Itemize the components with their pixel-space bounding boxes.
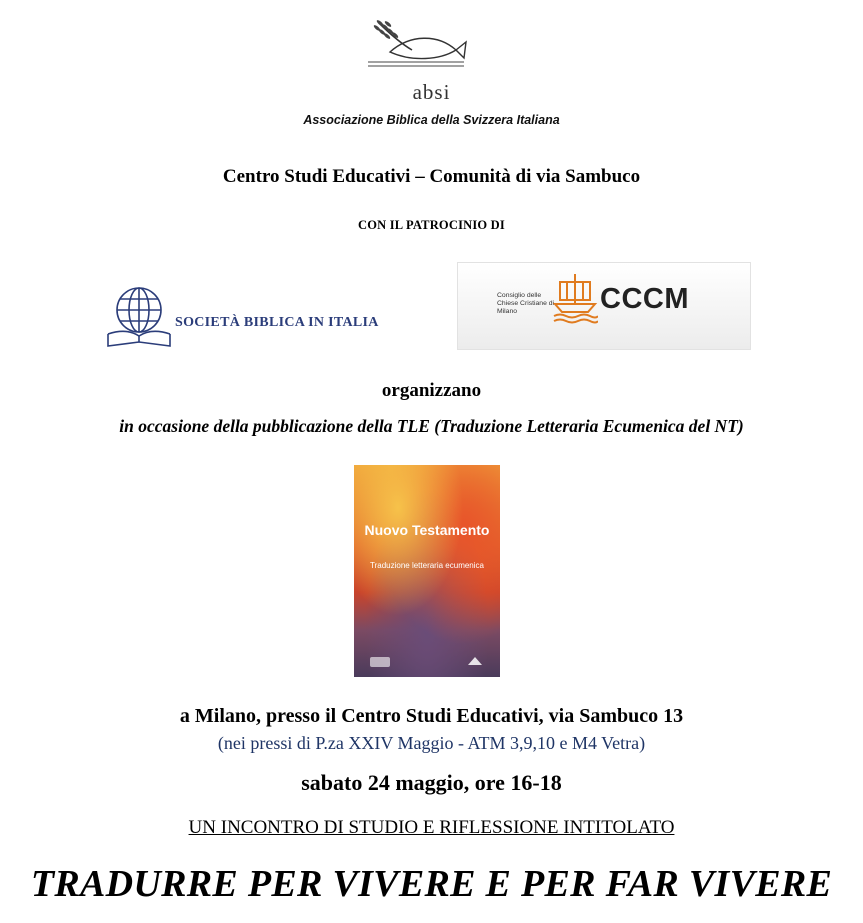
absi-logo-text: absi (412, 80, 451, 104)
event-datetime: sabato 24 maggio, ore 16-18 (301, 770, 562, 795)
organizer-name: Centro Studi Educativi – Comunità di via Sambuco (222, 166, 641, 187)
event-directions: (nei pressi di P.za XXIV Maggio - ATM 3,9,10 e M4 Vetra) (217, 733, 646, 753)
event-intro-line: UN INCONTRO DI STUDIO E RIFLESSIONE INTITOLATO (188, 817, 675, 838)
event-location: a Milano, presso il Centro Studi Educativi, via Sambuco 13 (179, 705, 684, 727)
publisher-mark-right (466, 655, 484, 667)
cccm-full-name: Consiglio delle Chiese Cristiane di Milano (497, 292, 555, 315)
book-cover-image (354, 465, 500, 677)
cccm-acronym: CCCM (600, 283, 689, 315)
association-name: Associazione Biblica della Svizzera Italiana (303, 113, 560, 127)
absi-wheat-fish-logo (360, 14, 470, 74)
publisher-mark-left (370, 657, 390, 667)
book-title: Nuovo Testamento (364, 522, 490, 538)
book-subtitle: Traduzione letteraria ecumenica (370, 561, 484, 570)
patronage-label: CON IL PATROCINIO DI (358, 218, 505, 232)
occasion-line: in occasione della pubblicazione della TLE (Traduzione Letteraria Ecumenica del NT) (119, 416, 744, 436)
event-title: TRADURRE PER VIVERE E PER FAR VIVERE (30, 863, 833, 905)
ship-icon (552, 272, 598, 324)
organize-verb: organizzano (381, 380, 482, 401)
sbi-logo-text: SOCIETÀ BIBLICA IN ITALIA (175, 315, 379, 330)
